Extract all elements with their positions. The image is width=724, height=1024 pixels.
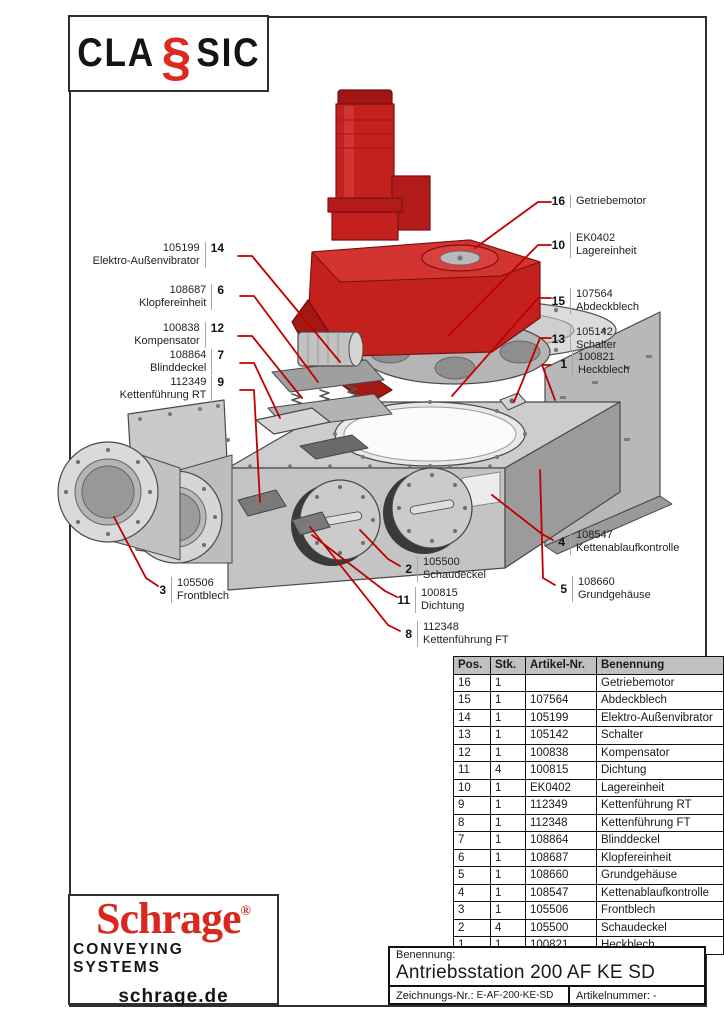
table-cell: Klopfereinheit	[597, 849, 724, 867]
table-cell: 1	[491, 674, 526, 692]
table-cell: 1	[491, 709, 526, 727]
benennung-label: Benennung:	[396, 949, 456, 961]
table-cell: 6	[454, 849, 491, 867]
callout-11: 11 100815 Dichtung	[397, 587, 465, 612]
table-row	[454, 692, 724, 710]
callout-3: 3 105506 Frontblech	[159, 577, 229, 602]
callout-5: 5 108660 Grundgehäuse	[560, 576, 651, 601]
column-header-pos: Pos.	[454, 657, 491, 675]
table-cell: 4	[491, 919, 526, 937]
table-cell: 108660	[526, 867, 597, 885]
callout-15: 15 107564 Abdeckblech	[551, 288, 639, 313]
registered-trademark-icon: ®	[240, 904, 251, 919]
drawing-number-cell	[390, 987, 570, 1004]
table-row	[454, 919, 724, 937]
leader-line-16	[475, 202, 551, 248]
table-row	[454, 674, 724, 692]
classic-logo	[68, 15, 269, 92]
table-cell: Kettenführung FT	[597, 814, 724, 832]
table-row	[454, 779, 724, 797]
table-row	[454, 832, 724, 850]
callout-4: 4 108547 Kettenablaufkontrolle	[558, 529, 680, 554]
parts-table-body	[454, 674, 724, 954]
table-cell: 13	[454, 727, 491, 745]
drawing-title: Antriebsstation 200 AF KE SD	[396, 962, 656, 983]
table-cell: EK0402	[526, 779, 597, 797]
parts-table	[453, 656, 724, 955]
table-cell: 1	[491, 884, 526, 902]
table-cell: 16	[454, 674, 491, 692]
table-cell: Kettenablaufkontrolle	[597, 884, 724, 902]
table-cell: 14	[454, 709, 491, 727]
table-row	[454, 797, 724, 815]
table-cell: 1	[491, 867, 526, 885]
table-cell: 2	[454, 919, 491, 937]
table-cell: 5	[454, 867, 491, 885]
table-cell: 1	[491, 692, 526, 710]
callout-9: 112349 Kettenführung RT 9	[119, 375, 224, 401]
table-cell: 7	[454, 832, 491, 850]
table-cell: 3	[454, 902, 491, 920]
table-cell: 11	[454, 762, 491, 780]
article-number-value: -	[652, 989, 657, 1002]
schrage-wordmark: Schrage®	[96, 894, 251, 943]
table-row	[454, 884, 724, 902]
table-cell: 12	[454, 744, 491, 762]
column-header-stk: Stk.	[491, 657, 526, 675]
table-cell: 15	[454, 692, 491, 710]
table-header-row	[454, 657, 724, 675]
drawing-number-value: E-AF-200-KE-SD	[476, 990, 554, 1001]
table-cell: 105500	[526, 919, 597, 937]
table-cell: 107564	[526, 692, 597, 710]
drawing-number-label: Zeichnungs-Nr.:	[396, 989, 474, 1002]
table-cell: Kettenführung RT	[597, 797, 724, 815]
callout-14: 105199 Elektro-Außenvibrator 14	[92, 241, 224, 267]
column-header-artikel-nr: Artikel-Nr.	[526, 657, 597, 675]
article-number-cell	[570, 987, 663, 1004]
classic-logo-text-left: CLA	[77, 31, 155, 75]
table-cell: Kompensator	[597, 744, 724, 762]
table-cell: Abdeckblech	[597, 692, 724, 710]
table-cell: 1	[491, 849, 526, 867]
table-cell: 9	[454, 797, 491, 815]
table-cell: 4	[491, 762, 526, 780]
table-cell: Schalter	[597, 727, 724, 745]
table-cell: 100838	[526, 744, 597, 762]
table-cell: 112349	[526, 797, 597, 815]
table-cell: Dichtung	[597, 762, 724, 780]
table-row	[454, 744, 724, 762]
callout-8: 8 112348 Kettenführung FT	[405, 621, 509, 646]
table-cell: Frontblech	[597, 902, 724, 920]
table-cell: 112348	[526, 814, 597, 832]
article-number-label: Artikelnummer:	[576, 989, 650, 1002]
column-header-benennung: Benennung	[597, 657, 724, 675]
table-cell: Grundgehäuse	[597, 867, 724, 885]
callout-10: 10 EK0402 Lagereinheit	[551, 232, 637, 257]
callout-13: 13 105142 Schalter	[551, 326, 617, 351]
title-block	[388, 946, 706, 1005]
table-cell: 100815	[526, 762, 597, 780]
table-row	[454, 849, 724, 867]
table-cell: 10	[454, 779, 491, 797]
classic-logo-chain-s-icon: §	[161, 26, 192, 87]
callout-7: 108864 Blinddeckel 7	[150, 348, 224, 374]
callout-16: 16 Getriebemotor	[551, 194, 647, 208]
table-row	[454, 867, 724, 885]
table-cell: 1	[491, 744, 526, 762]
table-row	[454, 814, 724, 832]
table-cell: 1	[491, 779, 526, 797]
table-row	[454, 709, 724, 727]
callout-2: 2 105500 Schaudeckel	[405, 556, 486, 581]
table-row	[454, 727, 724, 745]
table-cell: Lagereinheit	[597, 779, 724, 797]
brand-website: schrage.de	[118, 986, 229, 1007]
table-cell: 108864	[526, 832, 597, 850]
table-cell: 105142	[526, 727, 597, 745]
table-cell: 108687	[526, 849, 597, 867]
callout-12: 100838 Kompensator 12	[134, 321, 224, 347]
callout-1: 1 100821 Heckblech	[560, 351, 630, 376]
table-cell: 1	[491, 814, 526, 832]
table-cell: 1	[491, 902, 526, 920]
table-cell: 1	[491, 727, 526, 745]
table-cell: 8	[454, 814, 491, 832]
table-cell: 1	[491, 832, 526, 850]
table-cell: Blinddeckel	[597, 832, 724, 850]
table-row	[454, 762, 724, 780]
part-frontblech	[58, 400, 232, 563]
parts-table-header	[454, 657, 724, 675]
table-cell: Elektro-Außenvibrator	[597, 709, 724, 727]
brand-tagline: CONVEYING SYSTEMS	[73, 941, 184, 976]
part-elektro-aussenvibrator	[298, 332, 363, 366]
table-cell: 108547	[526, 884, 597, 902]
table-cell: 4	[454, 884, 491, 902]
table-cell: 105506	[526, 902, 597, 920]
callout-6: 108687 Klopfereinheit 6	[139, 283, 224, 309]
classic-logo-text-right: SIC	[196, 31, 261, 75]
table-row	[454, 902, 724, 920]
table-cell: Getriebemotor	[597, 674, 724, 692]
table-cell: 105199	[526, 709, 597, 727]
schrage-logo-box	[68, 894, 279, 1005]
table-cell: Schaudeckel	[597, 919, 724, 937]
table-cell: 1	[491, 797, 526, 815]
table-cell	[526, 674, 597, 692]
